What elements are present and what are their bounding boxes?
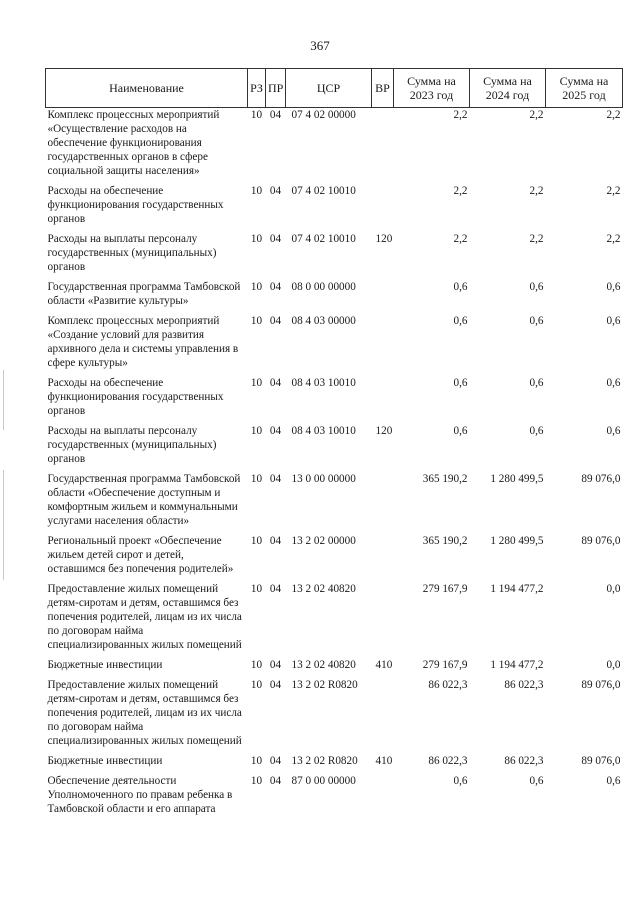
row-sum-2024: 2,2 [529, 109, 544, 121]
row-csr: 13 2 02 00000 [291, 535, 356, 547]
header-name: Наименование [46, 69, 248, 108]
row-csr: 13 2 02 R0820 [291, 755, 358, 767]
row-vr: 410 [375, 755, 393, 767]
header-vr: ВР [372, 69, 394, 108]
row-sum-2023: 365 190,2 [422, 535, 468, 547]
table-row [46, 678, 623, 754]
row-csr: 08 4 03 10010 [291, 425, 356, 437]
table-row [46, 184, 623, 232]
row-rz: 10 [250, 679, 263, 691]
page-number: 367 [310, 38, 330, 53]
table-row [46, 376, 623, 424]
row-sum-2024: 0,6 [529, 281, 544, 293]
row-sum-2025: 0,6 [606, 775, 621, 787]
row-vr: 120 [375, 425, 393, 437]
row-sum-2023: 0,6 [453, 425, 468, 437]
row-sum-2023: 86 022,3 [428, 755, 468, 767]
table-row [46, 658, 623, 678]
row-pr: 04 [269, 377, 282, 389]
table-header-row [46, 69, 623, 108]
table-row [46, 472, 623, 534]
row-sum-2025: 89 076,0 [581, 755, 621, 767]
row-name: Бюджетные инвестиции [47, 755, 163, 767]
row-csr: 07 4 02 00000 [291, 109, 356, 121]
table-row [46, 754, 623, 774]
row-vr [372, 376, 394, 424]
row-vr [372, 678, 394, 754]
row-sum-2025: 2,2 [606, 109, 621, 121]
row-rz: 10 [250, 583, 263, 595]
row-rz: 10 [250, 233, 263, 245]
row-vr [372, 184, 394, 232]
row-sum-2025: 0,6 [606, 377, 621, 389]
row-sum-2023: 86 022,3 [428, 679, 468, 691]
row-rz: 10 [250, 535, 263, 547]
row-name: Предоставление жилых помещений детям-сиротам и детям, оставшимся без попечения родителей, лицам из их числа по договорам найма специализированных жилых помещений [47, 583, 242, 651]
row-rz: 10 [250, 425, 263, 437]
row-sum-2023: 0,6 [453, 377, 468, 389]
row-sum-2023: 0,6 [453, 775, 468, 787]
row-name: Расходы на выплаты персоналу государственных (муниципальных) органов [47, 425, 217, 465]
row-name: Государственная программа Тамбовской области «Развитие культуры» [47, 281, 241, 307]
header-csr: ЦСР [286, 69, 372, 108]
scan-edge-mark [3, 470, 4, 580]
table-row [46, 424, 623, 472]
row-sum-2024: 0,6 [529, 315, 544, 327]
row-sum-2025: 89 076,0 [581, 535, 621, 547]
row-pr: 04 [269, 425, 282, 437]
row-pr: 04 [269, 185, 282, 197]
row-name: Бюджетные инвестиции [47, 659, 163, 671]
row-sum-2024: 86 022,3 [504, 679, 544, 691]
row-pr: 04 [269, 583, 282, 595]
table-row [46, 774, 623, 822]
row-pr: 04 [269, 775, 282, 787]
row-csr: 08 0 00 00000 [291, 281, 356, 293]
row-pr: 04 [269, 755, 282, 767]
row-sum-2023: 279 167,9 [422, 659, 468, 671]
row-sum-2024: 0,6 [529, 775, 544, 787]
row-vr [372, 108, 394, 185]
budget-table [45, 68, 623, 822]
row-rz: 10 [250, 377, 263, 389]
row-csr: 13 2 02 R0820 [291, 679, 358, 691]
row-sum-2023: 0,6 [453, 315, 468, 327]
row-rz: 10 [250, 775, 263, 787]
row-sum-2024: 0,6 [529, 425, 544, 437]
row-rz: 10 [250, 315, 263, 327]
row-vr: 410 [375, 659, 393, 671]
row-rz: 10 [250, 281, 263, 293]
row-csr: 13 0 00 00000 [291, 473, 356, 485]
row-rz: 10 [250, 473, 263, 485]
table-row [46, 534, 623, 582]
row-name: Расходы на обеспечение функционирования государственных органов [47, 185, 224, 225]
row-name: Государственная программа Тамбовской области «Обеспечение доступным и комфортным жильем и коммунальными услугами населения области» [47, 473, 241, 527]
row-sum-2023: 279 167,9 [422, 583, 468, 595]
row-name: Комплекс процессных мероприятий «Осуществление расходов на обеспечение функционирования государственных органов в сфере социальной защиты населения» [47, 109, 220, 177]
row-name: Расходы на выплаты персоналу государственных (муниципальных) органов [47, 233, 217, 273]
row-vr [372, 314, 394, 376]
row-sum-2025: 89 076,0 [581, 473, 621, 485]
header-rz: РЗ [248, 69, 266, 108]
row-rz: 10 [250, 109, 263, 121]
row-sum-2025: 0,0 [606, 659, 621, 671]
row-sum-2025: 0,0 [606, 583, 621, 595]
row-pr: 04 [269, 109, 282, 121]
row-name: Расходы на обеспечение функционирования государственных органов [47, 377, 224, 417]
row-sum-2025: 89 076,0 [581, 679, 621, 691]
row-sum-2024: 1 280 499,5 [490, 473, 544, 485]
row-csr: 07 4 02 10010 [291, 233, 356, 245]
row-vr [372, 582, 394, 658]
header-sum-2023: Сумма на 2023 год [394, 69, 470, 108]
row-rz: 10 [250, 185, 263, 197]
table-row [46, 108, 623, 185]
row-sum-2023: 2,2 [453, 185, 468, 197]
row-name: Обеспечение деятельности Уполномоченного по правам ребенка в Тамбовской области и его аппарата [47, 775, 233, 815]
scan-edge-mark [3, 370, 4, 430]
row-pr: 04 [269, 233, 282, 245]
row-sum-2024: 1 280 499,5 [490, 535, 544, 547]
row-name: Региональный проект «Обеспечение жильем детей сирот и детей, оставшимся без попечения родителей» [47, 535, 234, 575]
row-pr: 04 [269, 659, 282, 671]
row-vr [372, 280, 394, 314]
row-pr: 04 [269, 473, 282, 485]
row-rz: 10 [250, 755, 263, 767]
row-vr [372, 774, 394, 822]
row-sum-2025: 2,2 [606, 233, 621, 245]
row-sum-2024: 1 194 477,2 [490, 659, 544, 671]
row-sum-2025: 0,6 [606, 425, 621, 437]
row-csr: 08 4 03 10010 [291, 377, 356, 389]
row-csr: 13 2 02 40820 [291, 659, 356, 671]
table-row [46, 280, 623, 314]
row-pr: 04 [269, 679, 282, 691]
row-sum-2023: 0,6 [453, 281, 468, 293]
row-vr [372, 472, 394, 534]
row-csr: 07 4 02 10010 [291, 185, 356, 197]
header-pr: ПР [266, 69, 286, 108]
row-pr: 04 [269, 315, 282, 327]
row-sum-2023: 2,2 [453, 233, 468, 245]
row-rz: 10 [250, 659, 263, 671]
header-sum-2024: Сумма на 2024 год [470, 69, 546, 108]
row-sum-2024: 86 022,3 [504, 755, 544, 767]
row-sum-2025: 2,2 [606, 185, 621, 197]
row-csr: 87 0 00 00000 [291, 775, 356, 787]
row-name: Комплекс процессных мероприятий «Создание условий для развития архивного дела и системы управления в сфере культуры» [47, 315, 239, 369]
row-csr: 08 4 03 00000 [291, 315, 356, 327]
row-name: Предоставление жилых помещений детям-сиротам и детям, оставшимся без попечения родителей, лицам из их числа по договорам найма специализированных жилых помещений [47, 679, 242, 747]
row-sum-2023: 365 190,2 [422, 473, 468, 485]
row-pr: 04 [269, 281, 282, 293]
row-csr: 13 2 02 40820 [291, 583, 356, 595]
row-sum-2025: 0,6 [606, 281, 621, 293]
row-vr: 120 [375, 233, 393, 245]
row-sum-2025: 0,6 [606, 315, 621, 327]
row-sum-2024: 2,2 [529, 233, 544, 245]
row-sum-2023: 2,2 [453, 109, 468, 121]
row-pr: 04 [269, 535, 282, 547]
row-sum-2024: 2,2 [529, 185, 544, 197]
table-row [46, 232, 623, 280]
row-sum-2024: 1 194 477,2 [490, 583, 544, 595]
table-row [46, 582, 623, 658]
header-sum-2025: Сумма на 2025 год [546, 69, 623, 108]
row-sum-2024: 0,6 [529, 377, 544, 389]
table-row [46, 314, 623, 376]
row-vr [372, 534, 394, 582]
